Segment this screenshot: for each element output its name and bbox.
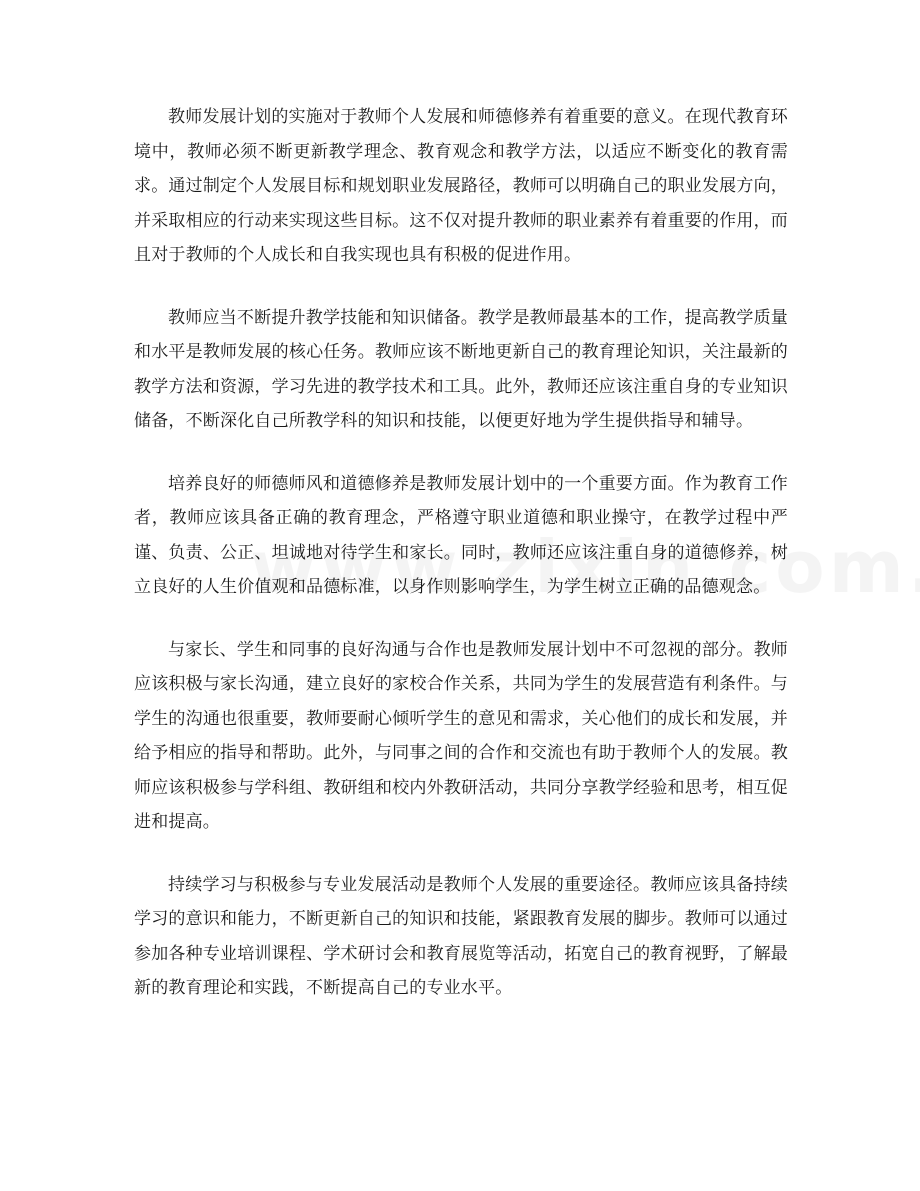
paragraph-4: 与家长、学生和同事的良好沟通与合作也是教师发展计划中不可忽视的部分。教师应该积极与家长沟通，建立良好的家校合作关系，共同为学生的发展营造有利条件。与学生的沟通也很重要，教师要耐心倾听学生的意见和需求，关心他们的成长和发展，并给予相应的指导和帮助。此外，与同事之间的合作和交流也有助于教师个人的发展。教师应该积极参与学科组、教研组和校内外教研活动，共同分享教学经验和思考，相互促进和提高。 [134,639,788,832]
paragraph-1: 教师发展计划的实施对于教师个人发展和师德修养有着重要的意义。在现代教育环境中，教师必须不断更新教学理念、教育观念和教学方法，以适应不断变化的教育需求。通过制定个人发展目标和规划职业发展路径，教师可以明确自己的职业发展方向，并采取相应的行动来实现这些目标。这不仅对提升教师的职业素养有着重要的作用，而且对于教师的个人成长和自我实现也具有积极的促进作用。 [134,107,788,265]
document-body [134,100,788,1034]
paragraph-2: 教师应当不断提升教学技能和知识储备。教学是教师最基本的工作，提高教学质量和水平是教师发展的核心任务。教师应该不断地更新自己的教育理论知识，关注最新的教学方法和资源，学习先进的教学技术和工具。此外，教师还应该注重自身的专业知识储备，不断深化自己所教学科的知识和技能，以便更好地为学生提供指导和辅导。 [134,307,788,431]
paragraph-5: 持续学习与积极参与专业发展活动是教师个人发展的重要途径。教师应该具备持续学习的意识和能力，不断更新自己的知识和技能，紧跟教育发展的脚步。教师可以通过参加各种专业培训课程、学术研讨会和教育展览等活动，拓宽自己的教育视野，了解最新的教育理论和实践，不断提高自己的专业水平。 [134,874,788,998]
paragraph-3: 培养良好的师德师风和道德修养是教师发展计划中的一个重要方面。作为教育工作者，教师应该具备正确的教育理念，严格遵守职业道德和职业操守，在教学过程中严谨、负责、公正、坦诚地对待学生和家长。同时，教师还应该注重自身的道德修养，树立良好的人生价值观和品德标准，以身作则影响学生，为学生树立正确的品德观念。 [134,473,788,597]
